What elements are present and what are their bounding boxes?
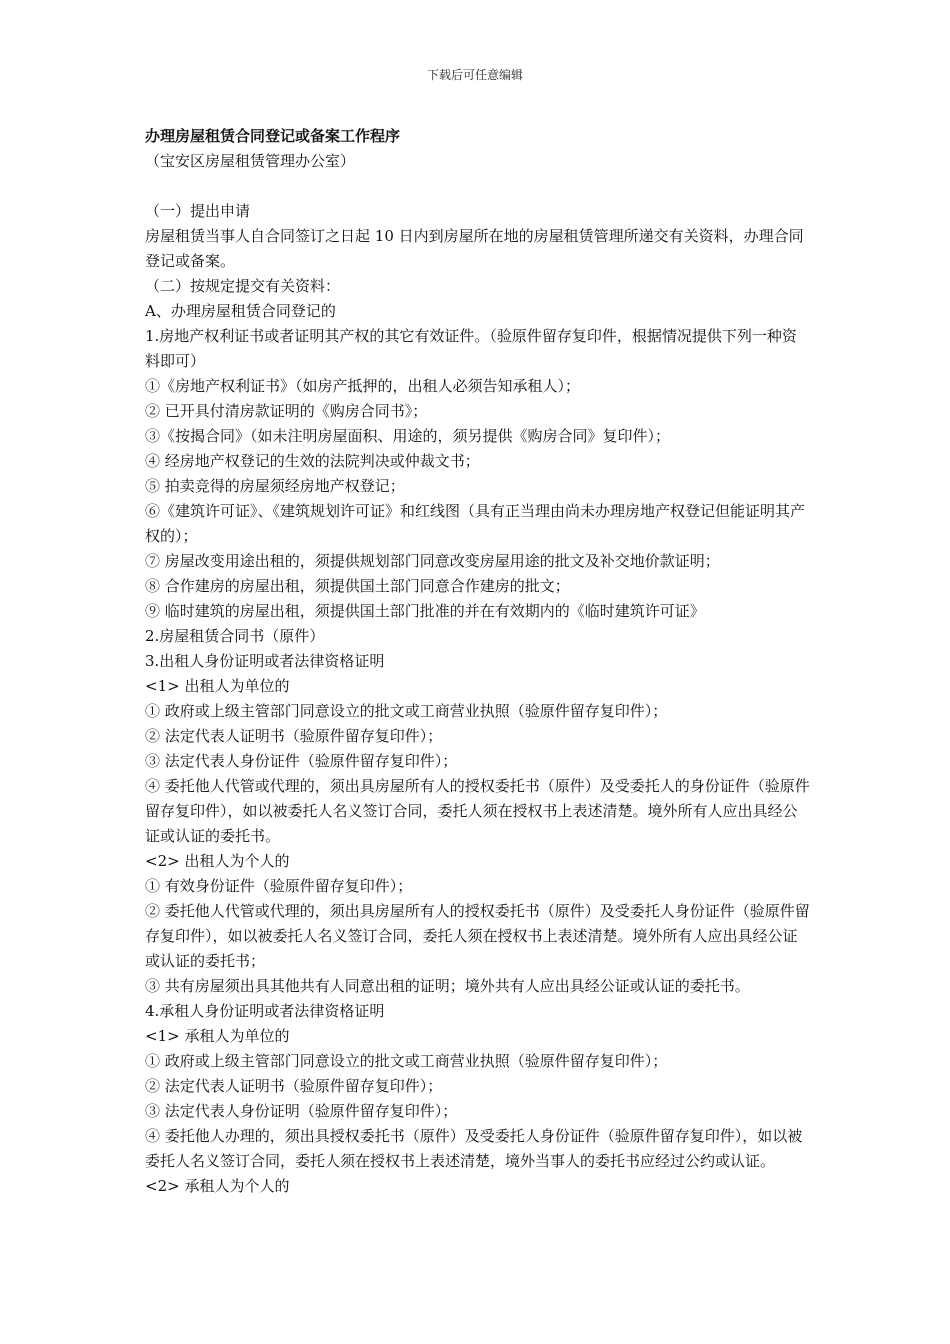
paragraph-line: ④ 经房地产权登记的生效的法院判决或仲裁文书； [145,452,480,470]
paragraph-line: ⑤ 拍卖竞得的房屋须经房地产权登记； [145,477,405,495]
document-title: 办理房屋租赁合同登记或备案工作程序 [145,127,401,145]
paragraph-line: 2.房屋租赁合同书（原件） [145,627,325,645]
paragraph-line: ① 政府或上级主管部门同意设立的批文或工商营业执照（验原件留存复印件）； [145,702,668,720]
paragraph-line: ② 已开具付清房款证明的《购房合同书》； [145,402,428,420]
paragraph-line: ⑨ 临时建筑的房屋出租，须提供国土部门批准的并在有效期内的《临时建筑许可证》 [145,602,705,620]
document-body [145,124,810,1199]
paragraph-line: ② 法定代表人证明书（验原件留存复印件）； [145,1077,443,1095]
paragraph-line: ⑥《建筑许可证》、《建筑规划许可证》和红线图（具有正当理由尚未办理房地产权登记但能证明其产权的）； [145,502,806,545]
paragraph-line: <2> 承租人为个人的 [145,1177,290,1195]
paragraph-line: ④ 委托他人代管或代理的，须出具房屋所有人的授权委托书（原件）及受委托人的身份证件（验原件留存复印件），如以被委托人名义签订合同，委托人须在授权书上表述清楚。境外所有人应出具经公证或认证的委托书。 [145,777,810,845]
paragraph-line: A、办理房屋租赁合同登记的 [145,302,336,320]
paragraph-list [145,199,810,1199]
paragraph-line: （二）按规定提交有关资料： [145,277,341,295]
paragraph-line: <1> 出租人为单位的 [145,677,290,695]
blank-line [145,174,810,199]
paragraph-line: ③ 法定代表人身份证明（验原件留存复印件）； [145,1102,458,1120]
paragraph-line: 3.出租人身份证明或者法律资格证明 [145,652,385,670]
paragraph-line: ② 委托他人代管或代理的，须出具房屋所有人的授权委托书（原件）及受委托人身份证件（验原件留存复印件），如以被委托人名义签订合同，委托人须在授权书上表述清楚。境外所有人应出具经公证或认证的委托书； [145,902,810,970]
paragraph-line: ③《按揭合同》（如未注明房屋面积、用途的，须另提供《购房合同》复印件）； [145,427,671,445]
paragraph-line: ⑧ 合作建房的房屋出租，须提供国土部门同意合作建房的批文； [145,577,570,595]
paragraph-line: ③ 共有房屋须出具其他共有人同意出租的证明；境外共有人应出具经公证或认证的委托书。 [145,977,750,995]
paragraph-line: ④ 委托他人办理的，须出具授权委托书（原件）及受委托人身份证件（验原件留存复印件），如以被委托人名义签订合同，委托人须在授权书上表述清楚，境外当事人的委托书应经过公约或认证。 [145,1127,803,1170]
paragraph-line: 房屋租赁当事人自合同签订之日起 10 日内到房屋所在地的房屋租赁管理所递交有关资料，办理合同登记或备案。 [145,227,804,270]
paragraph-line: ①《房地产权利证书》（如房产抵押的，出租人必须告知承租人）； [145,377,581,395]
paragraph-line: （一）提出申请 [145,202,251,220]
paragraph-line: <2> 出租人为个人的 [145,852,290,870]
paragraph-line: <1> 承租人为单位的 [145,1027,290,1045]
paragraph-line: 1.房地产权利证书或者证明其产权的其它有效证件。（验原件留存复印件，根据情况提供下列一种资料即可） [145,327,797,370]
document-subtitle: （宝安区房屋租赁管理办公室） [145,152,356,170]
paragraph-line: ① 政府或上级主管部门同意设立的批文或工商营业执照（验原件留存复印件）； [145,1052,668,1070]
paragraph-line: ③ 法定代表人身份证件（验原件留存复印件）； [145,752,458,770]
page-header: 下载后可任意编辑 [426,68,523,82]
paragraph-line: ⑦ 房屋改变用途出租的，须提供规划部门同意改变房屋用途的批文及补交地价款证明； [145,552,720,570]
paragraph-line: ① 有效身份证件（验原件留存复印件）； [145,877,413,895]
paragraph-line: ② 法定代表人证明书（验原件留存复印件）； [145,727,443,745]
paragraph-line: 4.承租人身份证明或者法律资格证明 [145,1002,385,1020]
